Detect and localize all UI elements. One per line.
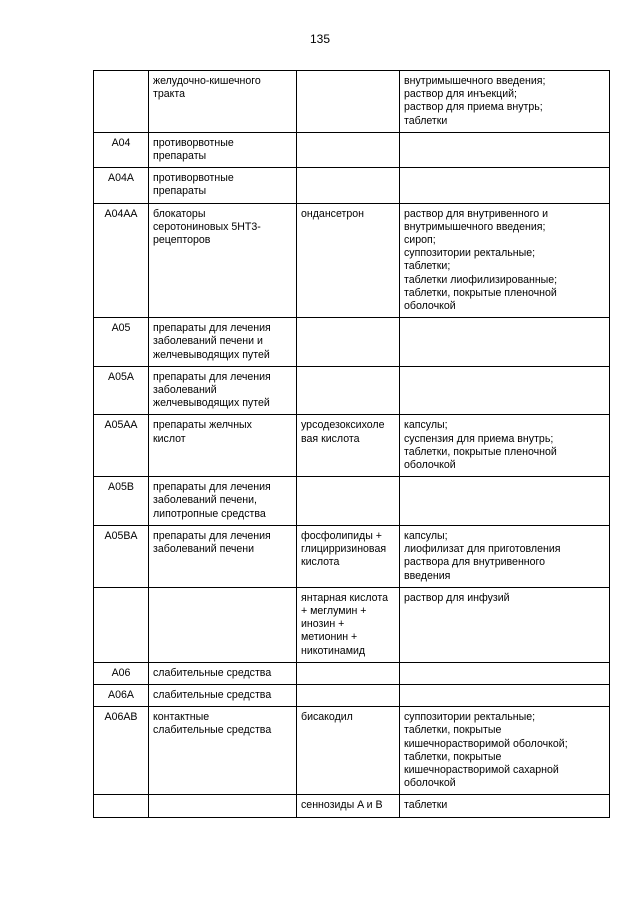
cell-line: контактные (153, 711, 210, 724)
cell-line: заболеваний печени и (153, 335, 263, 348)
dosage-form-cell (400, 132, 610, 167)
cell-line: раствор для внутривенного и (404, 207, 549, 220)
active-substance-cell (297, 795, 400, 817)
cell-line: раствор для приема внутрь; (404, 101, 543, 114)
cell-line: желчевыводящих путей (153, 397, 270, 410)
cell-line: + меглумин + (301, 604, 367, 617)
cell-line: урсодезоксихоле (301, 419, 385, 432)
cell-line: раствор для инфузий (404, 591, 510, 604)
active-substance-cell (297, 415, 400, 477)
atc-code-cell: A04A (94, 168, 149, 203)
cell-line: таблетки лиофилизированные; (404, 273, 558, 286)
cell-line: кислота (301, 556, 340, 569)
cell-line: внутримышечного введения; (404, 75, 546, 87)
table-row (94, 318, 610, 367)
cell-line: блокаторы (153, 207, 206, 220)
active-substance-cell (297, 132, 400, 167)
cell-line: препараты (153, 185, 207, 198)
cell-line: таблетки (404, 799, 448, 812)
cell-line: таблетки, покрытые (404, 750, 502, 763)
cell-line: суспензия для приема внутрь; (404, 432, 554, 445)
active-substance-cell (297, 525, 400, 587)
page-number: 135 (309, 32, 331, 46)
cell-line: противорвотные (153, 136, 234, 149)
table-row (94, 132, 610, 167)
cell-line: препараты для лечения (153, 370, 271, 383)
cell-line: противорвотные (153, 172, 234, 185)
pharmacological-group-cell (149, 662, 297, 684)
cell-line: препараты желчных (153, 419, 252, 432)
table-row (94, 684, 610, 706)
cell-line: введения (404, 569, 451, 582)
cell-line: заболеваний (153, 384, 217, 397)
atc-code-cell: A06AB (94, 707, 149, 795)
table-row (94, 203, 610, 318)
active-substance-cell (297, 168, 400, 203)
cell-line: слабительные средства (153, 666, 272, 679)
cell-line: заболеваний печени (153, 543, 255, 556)
cell-line: глицирризиновая (301, 543, 387, 556)
cell-line: суппозитории ректальные; (404, 711, 536, 724)
atc-code-cell (94, 795, 149, 817)
active-substance-cell (297, 318, 400, 367)
atc-code-cell (94, 587, 149, 662)
cell-line: метионин + (301, 631, 358, 644)
dosage-form-cell (400, 525, 610, 587)
cell-line: капсулы; (404, 529, 448, 542)
dosage-form-cell (400, 168, 610, 203)
cell-line: слабительные средства (153, 724, 272, 737)
dosage-form-cell (400, 203, 610, 318)
cell-line: препараты (153, 150, 207, 163)
active-substance-cell (297, 684, 400, 706)
atc-code-cell: A04AA (94, 203, 149, 318)
cell-line: таблетки, покрытые пленочной (404, 445, 557, 458)
cell-line: слабительные средства (153, 688, 272, 701)
cell-line: таблетки; (404, 260, 451, 273)
table-row (94, 366, 610, 415)
table-row (94, 477, 610, 526)
pharmacological-group-cell (149, 203, 297, 318)
cell-line: таблетки, покрытые пленочной (404, 286, 557, 299)
pharmacological-group-cell (149, 168, 297, 203)
table-row (94, 707, 610, 795)
drug-table (93, 70, 610, 818)
dosage-form-cell (400, 366, 610, 415)
pharmacological-group-cell (149, 684, 297, 706)
cell-line: янтарная кислота (301, 591, 388, 604)
cell-line: инозин + (301, 618, 345, 631)
cell-line: липотропные средства (153, 507, 266, 520)
cell-line: желудочно-кишечного (153, 75, 261, 87)
atc-code-cell: A05BA (94, 525, 149, 587)
dosage-form-cell (400, 662, 610, 684)
active-substance-cell (297, 587, 400, 662)
cell-line: суппозитории ректальные; (404, 247, 536, 260)
dosage-form-cell (400, 587, 610, 662)
atc-code-cell (94, 71, 149, 133)
table-row (94, 71, 610, 133)
cell-line: серотониновых 5HT3- (153, 220, 261, 233)
cell-line: никотинамид (301, 644, 366, 657)
active-substance-cell (297, 477, 400, 526)
cell-line: сироп; (404, 234, 436, 247)
cell-line: кишечнорастворимой сахарной (404, 763, 559, 776)
dosage-form-cell (400, 684, 610, 706)
pharmacological-group-cell (149, 707, 297, 795)
active-substance-cell (297, 366, 400, 415)
pharmacological-group-cell (149, 366, 297, 415)
cell-line: лиофилизат для приготовления (404, 543, 561, 556)
dosage-form-cell (400, 415, 610, 477)
cell-line: внутримышечного введения; (404, 220, 546, 233)
pharmacological-group-cell (149, 71, 297, 133)
active-substance-cell (297, 662, 400, 684)
cell-line: капсулы; (404, 419, 448, 432)
cell-line: оболочкой (404, 777, 456, 790)
table-row (94, 587, 610, 662)
cell-line: тракта (153, 88, 186, 101)
table-row (94, 168, 610, 203)
pharmacological-group-cell (149, 587, 297, 662)
dosage-form-cell (400, 71, 610, 133)
active-substance-cell (297, 203, 400, 318)
cell-line: сеннозиды A и B (301, 799, 383, 812)
cell-line: препараты для лечения (153, 322, 271, 335)
cell-line: фосфолипиды + (301, 529, 382, 542)
cell-line: раствора для внутривенного (404, 556, 546, 569)
atc-code-cell: A06 (94, 662, 149, 684)
cell-line: оболочкой (404, 300, 456, 313)
active-substance-cell (297, 71, 400, 133)
pharmacological-group-cell (149, 525, 297, 587)
pharmacological-group-cell (149, 477, 297, 526)
atc-code-cell: A05A (94, 366, 149, 415)
cell-line: ондансетрон (301, 207, 364, 220)
cell-line: вая кислота (301, 432, 360, 445)
table-row (94, 795, 610, 817)
cell-line: препараты для лечения (153, 481, 271, 494)
table-row (94, 662, 610, 684)
active-substance-cell (297, 707, 400, 795)
cell-line: таблетки (404, 114, 448, 127)
dosage-form-cell (400, 477, 610, 526)
atc-code-cell: A05B (94, 477, 149, 526)
dosage-form-cell (400, 795, 610, 817)
pharmacological-group-cell (149, 132, 297, 167)
dosage-form-cell (400, 318, 610, 367)
cell-line: раствор для инъекций; (404, 88, 517, 101)
cell-line: заболеваний печени, (153, 494, 257, 507)
atc-code-cell: A06A (94, 684, 149, 706)
pharmacological-group-cell (149, 795, 297, 817)
atc-code-cell: A04 (94, 132, 149, 167)
dosage-form-cell (400, 707, 610, 795)
cell-line: препараты для лечения (153, 529, 271, 542)
cell-line: бисакодил (301, 711, 353, 724)
cell-line: рецепторов (153, 234, 211, 247)
cell-line: кислот (153, 432, 186, 445)
cell-line: кишечнорастворимой оболочкой; (404, 737, 568, 750)
cell-line: оболочкой (404, 459, 456, 472)
pharmacological-group-cell (149, 415, 297, 477)
table-body (94, 71, 610, 818)
atc-code-cell: A05 (94, 318, 149, 367)
cell-line: желчевыводящих путей (153, 348, 270, 361)
table-row (94, 525, 610, 587)
pharmacological-group-cell (149, 318, 297, 367)
atc-code-cell: A05AA (94, 415, 149, 477)
cell-line: таблетки, покрытые (404, 724, 502, 737)
table-row (94, 415, 610, 477)
